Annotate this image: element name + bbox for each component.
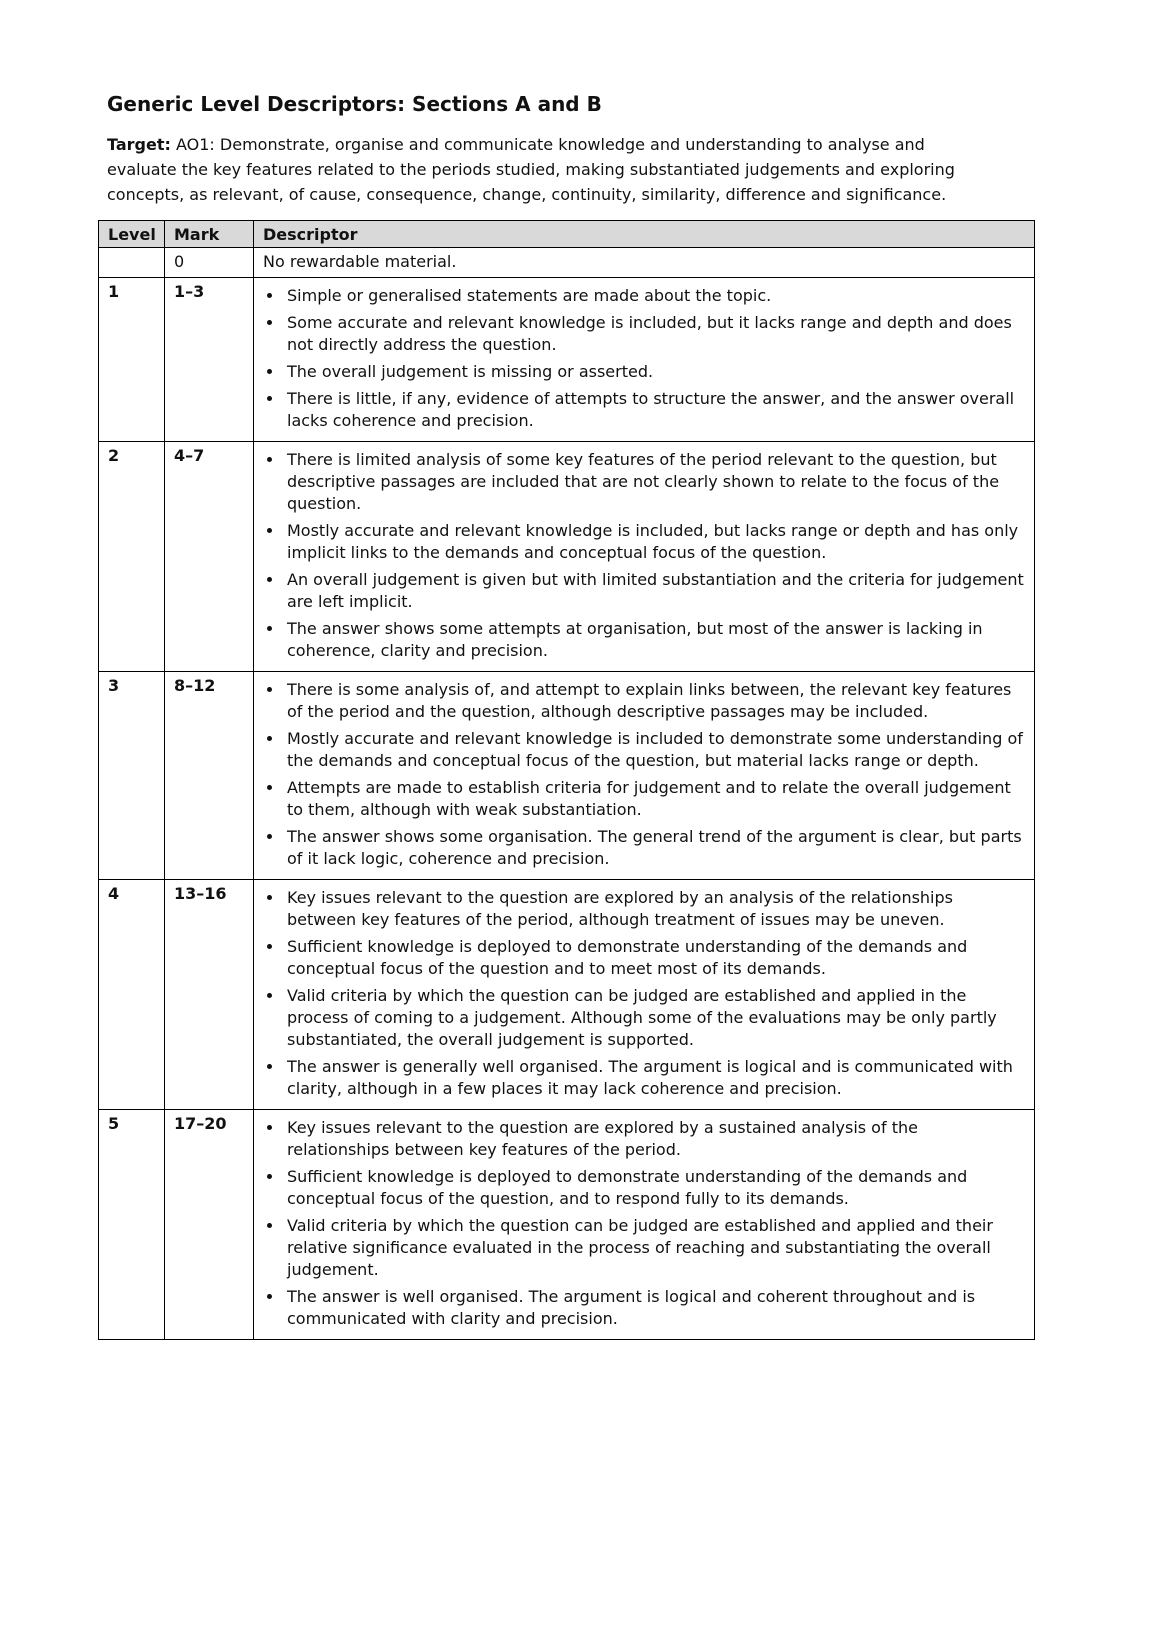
column-header-mark: Mark bbox=[165, 221, 254, 248]
mark-cell: 1–3 bbox=[165, 278, 254, 442]
target-text: AO1: Demonstrate, organise and communicate knowledge and understanding to analyse and evaluate the key features related to the periods studied, making substantiated judgements and exploring concepts, as relevant, of cause, consequence, change, continuity, similarity, difference and significance. bbox=[107, 135, 955, 204]
descriptor-bullet-list bbox=[263, 285, 1025, 432]
descriptor-bullet: • There is limited analysis of some key features of the period relevant to the question, but descriptive passages are included that are not clearly shown to relate to the focus of the question. bbox=[284, 449, 1025, 515]
descriptor-cell bbox=[254, 278, 1035, 442]
descriptor-bullet-list bbox=[263, 679, 1025, 870]
descriptor-bullet: • The answer is generally well organised. The argument is logical and is communicated with clarity, although in a few places it may lack coherence and precision. bbox=[284, 1056, 1025, 1100]
page-title: Generic Level Descriptors: Sections A and B bbox=[107, 92, 602, 116]
descriptor-cell bbox=[254, 248, 1035, 278]
level-cell: 3 bbox=[99, 672, 165, 880]
descriptor-cell bbox=[254, 672, 1035, 880]
table-row bbox=[99, 672, 1035, 880]
mark-cell: 17–20 bbox=[165, 1110, 254, 1340]
column-header-descriptor: Descriptor bbox=[254, 221, 1035, 248]
mark-cell: 4–7 bbox=[165, 442, 254, 672]
target-paragraph bbox=[107, 132, 992, 207]
descriptor-bullet: • Mostly accurate and relevant knowledge is included, but lacks range or depth and has only implicit links to the demands and conceptual focus of the question. bbox=[284, 520, 1025, 564]
level-cell bbox=[99, 248, 165, 278]
descriptor-bullet: • The answer shows some organisation. The general trend of the argument is clear, but parts of it lack logic, coherence and precision. bbox=[284, 826, 1025, 870]
mark-cell: 0 bbox=[165, 248, 254, 278]
descriptor-cell bbox=[254, 1110, 1035, 1340]
mark-cell: 13–16 bbox=[165, 880, 254, 1110]
descriptor-bullet: • An overall judgement is given but with limited substantiation and the criteria for judgement are left implicit. bbox=[284, 569, 1025, 613]
descriptor-bullet: • Some accurate and relevant knowledge is included, but it lacks range and depth and does not directly address the question. bbox=[284, 312, 1025, 356]
descriptor-bullet-list bbox=[263, 887, 1025, 1100]
level-cell: 5 bbox=[99, 1110, 165, 1340]
descriptor-bullet: • Attempts are made to establish criteria for judgement and to relate the overall judgement to them, although with weak substantiation. bbox=[284, 777, 1025, 821]
descriptor-bullet: • Valid criteria by which the question can be judged are established and applied and their relative significance evaluated in the process of reaching and substantiating the overall judgement. bbox=[284, 1215, 1025, 1281]
table-body bbox=[99, 248, 1035, 1340]
descriptor-bullet: • There is some analysis of, and attempt to explain links between, the relevant key features of the period and the question, although descriptive passages may be included. bbox=[284, 679, 1025, 723]
descriptor-cell bbox=[254, 442, 1035, 672]
target-label: Target: bbox=[107, 135, 171, 154]
descriptor-cell bbox=[254, 880, 1035, 1110]
table-row bbox=[99, 1110, 1035, 1340]
descriptor-bullet: • Valid criteria by which the question can be judged are established and applied in the process of coming to a judgement. Although some of the evaluations may be only partly substantiated, the overall judgement is supported. bbox=[284, 985, 1025, 1051]
descriptor-bullet: • There is little, if any, evidence of attempts to structure the answer, and the answer overall lacks coherence and precision. bbox=[284, 388, 1025, 432]
descriptor-bullet: • Sufficient knowledge is deployed to demonstrate understanding of the demands and conceptual focus of the question and to meet most of its demands. bbox=[284, 936, 1025, 980]
level-cell: 1 bbox=[99, 278, 165, 442]
descriptor-bullet-list bbox=[263, 449, 1025, 662]
descriptor-bullet: • Mostly accurate and relevant knowledge is included to demonstrate some understanding of the demands and conceptual focus of the question, but material lacks range or depth. bbox=[284, 728, 1025, 772]
level-cell: 2 bbox=[99, 442, 165, 672]
descriptor-bullet: • Sufficient knowledge is deployed to demonstrate understanding of the demands and conceptual focus of the question, and to respond fully to its demands. bbox=[284, 1166, 1025, 1210]
descriptor-bullet: • Key issues relevant to the question are explored by a sustained analysis of the relationships between key features of the period. bbox=[284, 1117, 1025, 1161]
descriptor-bullet: • The overall judgement is missing or asserted. bbox=[284, 361, 1025, 383]
descriptor-text: No rewardable material. bbox=[263, 252, 457, 271]
level-descriptors-table bbox=[98, 220, 1035, 1340]
descriptor-bullet-list bbox=[263, 1117, 1025, 1330]
level-cell: 4 bbox=[99, 880, 165, 1110]
table-header bbox=[99, 221, 1035, 248]
descriptor-bullet: • Key issues relevant to the question are explored by an analysis of the relationships between key features of the period, although treatment of issues may be uneven. bbox=[284, 887, 1025, 931]
descriptor-bullet: • The answer shows some attempts at organisation, but most of the answer is lacking in coherence, clarity and precision. bbox=[284, 618, 1025, 662]
table-row bbox=[99, 442, 1035, 672]
descriptor-bullet: • Simple or generalised statements are made about the topic. bbox=[284, 285, 1025, 307]
mark-cell: 8–12 bbox=[165, 672, 254, 880]
table-row bbox=[99, 248, 1035, 278]
table-row bbox=[99, 278, 1035, 442]
table-row bbox=[99, 880, 1035, 1110]
descriptor-bullet: • The answer is well organised. The argument is logical and coherent throughout and is communicated with clarity and precision. bbox=[284, 1286, 1025, 1330]
column-header-level: Level bbox=[99, 221, 165, 248]
header-row bbox=[99, 221, 1035, 248]
